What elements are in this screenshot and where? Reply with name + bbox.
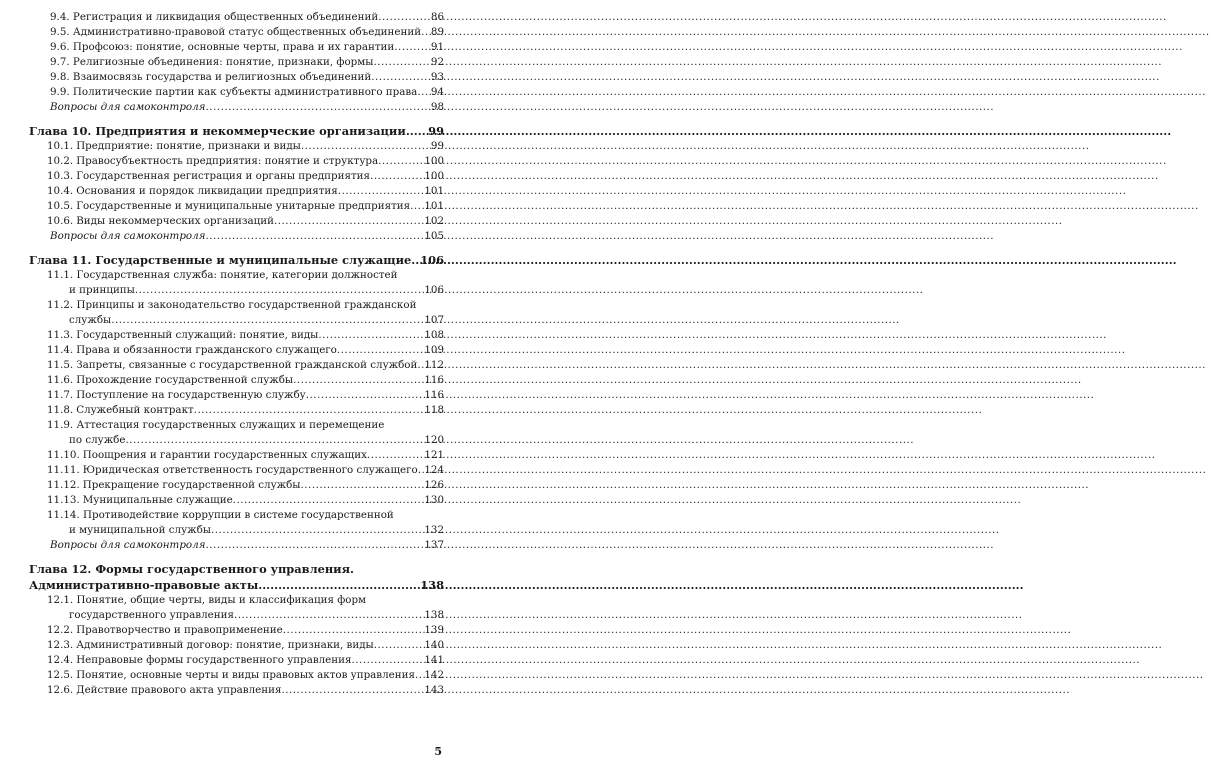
dot-leader (371, 70, 430, 85)
entry-page: 126 (424, 479, 444, 491)
toc-entry (29, 55, 444, 70)
dot-leader (374, 638, 425, 653)
entry-title: Виды некоммерческих организаций (76, 215, 274, 227)
toc-entry-first-line (29, 593, 444, 608)
dot-leader (206, 100, 431, 115)
toc-entry-first-line (29, 418, 444, 433)
entry-title: Служебный контракт (76, 404, 194, 416)
dot-leader (234, 608, 424, 623)
entry-page: 109 (424, 344, 444, 356)
entry-title: Государственная служба: понятие, категории должностей (73, 269, 398, 281)
entry-title: 9.6. Профсоюз: понятие, основные черты, права и их гарантии (50, 41, 395, 53)
toc-entry (29, 653, 444, 668)
dot-leader (378, 10, 430, 25)
entry-page: 92 (430, 56, 444, 68)
entry-page: 116 (424, 374, 444, 386)
entry-page: 118 (424, 404, 444, 416)
entry-page: 140 (424, 639, 444, 651)
entry-page: 94 (430, 86, 444, 98)
toc-entry-first-line (29, 268, 444, 283)
entry-title: Вопросы для самоконтроля (50, 101, 206, 113)
chapter-page: 106 (420, 253, 444, 267)
entry-title: и муниципальной службы (69, 524, 211, 536)
entry-title: Правотворчество и правоприменение (76, 624, 283, 636)
entry-title: государственного управления (69, 609, 234, 621)
dot-leader (211, 523, 424, 538)
entry-page: 138 (424, 609, 444, 621)
entry-number: 11.13. (47, 494, 80, 506)
toc-entry (29, 448, 444, 463)
page-number: 5 (434, 745, 442, 758)
entry-title: Государственный служащий: понятие, виды (76, 329, 319, 341)
dot-leader (415, 668, 424, 683)
dot-leader (301, 478, 425, 493)
entry-number: 11.7. (47, 389, 74, 401)
dot-leader (194, 403, 425, 418)
entry-title: Прохождение государственной службы (76, 374, 294, 386)
entry-title: Юридическая ответственность государственного служащего (82, 464, 418, 476)
entry-title: 9.9. Политические партии как субъекты административного права (50, 86, 418, 98)
entry-title: 9.4. Регистрация и ликвидация общественных объединений (50, 11, 379, 23)
dot-leader (367, 448, 424, 463)
entry-page: 91 (430, 41, 444, 53)
toc-entry (29, 25, 444, 40)
dot-leader (370, 169, 424, 184)
entry-number: 11.9. (47, 419, 74, 431)
entry-number: 12.4. (47, 654, 74, 666)
toc-entry (29, 388, 444, 403)
dot-leader (258, 577, 418, 593)
chapter-page: 99 (428, 124, 444, 138)
questions-entry (29, 229, 444, 244)
table-of-contents (29, 10, 444, 698)
entry-title: Государственные и муниципальные унитарные предприятия (76, 200, 411, 212)
toc-entry (29, 668, 444, 683)
toc-entry (29, 463, 444, 478)
entry-number: 11.10. (47, 449, 80, 461)
entry-number: 11.4. (47, 344, 74, 356)
entry-page: 105 (424, 230, 444, 242)
toc-entry-continuation (29, 283, 444, 298)
entry-title: Принципы и законодательство государственной гражданской (73, 299, 417, 311)
entry-title: Основания и порядок ликвидации предприятия (76, 185, 338, 197)
entry-title: Поощрения и гарантии государственных служащих (82, 449, 367, 461)
dot-leader (293, 373, 424, 388)
toc-entry-continuation (29, 433, 444, 448)
dot-leader (337, 343, 424, 358)
entry-title: Муниципальные служащие (82, 494, 233, 506)
toc-entry-first-line (29, 298, 444, 313)
dot-leader (394, 40, 430, 55)
entry-page: 98 (430, 101, 444, 113)
entry-page: 89 (430, 26, 444, 38)
entry-page: 99 (430, 140, 444, 152)
entry-page: 141 (424, 654, 444, 666)
chapter-title: Административно-правовые акты (29, 578, 259, 592)
chapter-heading-12: Глава 12. Формы государственного управления. (29, 562, 355, 576)
dot-leader (352, 653, 425, 668)
entry-page: 142 (424, 669, 444, 681)
toc-entry (29, 493, 444, 508)
entry-title: Действие правового акта управления (76, 684, 282, 696)
toc-entry (29, 683, 444, 698)
toc-entry (29, 403, 444, 418)
dot-leader (373, 55, 430, 70)
entry-number: 11.5. (47, 359, 74, 371)
entry-number: 10.6. (47, 215, 74, 227)
dot-leader (206, 538, 425, 553)
dot-leader (111, 313, 424, 328)
entry-page: 108 (424, 329, 444, 341)
toc-entry (29, 478, 444, 493)
entry-title: Административный договор: понятие, признаки, виды (76, 639, 374, 651)
dot-leader (338, 184, 425, 199)
dot-leader (274, 214, 424, 229)
chapter-heading-10 (29, 123, 444, 139)
entry-title: Вопросы для самоконтроля (50, 230, 206, 242)
entry-number: 12.1. (47, 594, 74, 606)
entry-number: 10.3. (47, 170, 74, 182)
entry-page: 112 (424, 359, 444, 371)
entry-number: 11.11. (47, 464, 80, 476)
dot-leader (301, 139, 430, 154)
dot-leader (417, 85, 430, 100)
entry-title: Вопросы для самоконтроля (50, 539, 206, 551)
entry-title: Поступление на государственную службу (76, 389, 306, 401)
entry-page: 120 (424, 434, 444, 446)
toc-entry-continuation (29, 523, 444, 538)
dot-leader (411, 252, 418, 268)
entry-title: Прекращение государственной службы (82, 479, 301, 491)
dot-leader (417, 358, 424, 373)
dot-leader (233, 493, 425, 508)
entry-number: 10.2. (47, 155, 74, 167)
entry-title: Понятие, основные черты и виды правовых актов управления (76, 669, 415, 681)
entry-page: 101 (424, 185, 444, 197)
entry-title: Государственная регистрация и органы предприятия (76, 170, 371, 182)
entry-number: 11.3. (47, 329, 74, 341)
dot-leader (318, 328, 424, 343)
toc-entry (29, 373, 444, 388)
entry-page: 86 (430, 11, 444, 23)
dot-leader (206, 229, 425, 244)
entry-title: Неправовые формы государственного управления (76, 654, 352, 666)
toc-entry (29, 10, 444, 25)
dot-leader (306, 388, 425, 403)
questions-entry (29, 100, 444, 115)
entry-page: 93 (430, 71, 444, 83)
entry-number: 12.3. (47, 639, 74, 651)
entry-number: 11.2. (47, 299, 74, 311)
entry-page: 101 (424, 200, 444, 212)
entry-title: 9.5. Административно-правовой статус общественных объединений (50, 26, 422, 38)
chapter-title: Глава 11. Государственные и муниципальные служащие (29, 253, 412, 267)
entry-number: 10.5. (47, 200, 74, 212)
toc-entry-first-line (29, 508, 444, 523)
entry-page: 106 (424, 284, 444, 296)
toc-entry-continuation (29, 313, 444, 328)
entry-page: 102 (424, 215, 444, 227)
dot-leader (418, 463, 425, 478)
entry-title: Понятие, общие черты, виды и классификация форм (73, 594, 367, 606)
entry-number: 11.12. (47, 479, 80, 491)
entry-title: Предприятие: понятие, признаки и виды (76, 140, 301, 152)
entry-page: 130 (424, 494, 444, 506)
dot-leader (135, 283, 424, 298)
entry-page: 132 (424, 524, 444, 536)
entry-title: 9.8. Взаимосвязь государства и религиозных объединений (50, 71, 372, 83)
document-page (0, 0, 460, 772)
chapter-gap (29, 115, 444, 123)
toc-entry (29, 40, 444, 55)
entry-title: 9.7. Религиозные объединения: понятие, признаки, формы (50, 56, 374, 68)
toc-entry (29, 638, 444, 653)
entry-title: Аттестация государственных служащих и перемещение (73, 419, 385, 431)
dot-leader (410, 199, 424, 214)
chapter-gap (29, 244, 444, 252)
toc-entry (29, 199, 444, 214)
entry-number: 11.8. (47, 404, 74, 416)
entry-title: по службе (69, 434, 126, 446)
toc-entry-continuation (29, 608, 444, 623)
toc-entry (29, 328, 444, 343)
entry-page: 107 (424, 314, 444, 326)
toc-entry (29, 70, 444, 85)
chapter-gap (29, 553, 444, 561)
entry-number: 12.5. (47, 669, 74, 681)
entry-number: 11.14. (47, 509, 80, 521)
dot-leader (281, 683, 424, 698)
entry-number: 11.1. (47, 269, 74, 281)
toc-entry (29, 214, 444, 229)
entry-title: Противодействие коррупции в системе государственной (79, 509, 394, 521)
entry-page: 137 (424, 539, 444, 551)
entry-page: 143 (424, 684, 444, 696)
toc-entry (29, 358, 444, 373)
entry-number: 12.6. (47, 684, 74, 696)
entry-title: Правосубъектность предприятия: понятие и структура (76, 155, 379, 167)
dot-leader (125, 433, 424, 448)
dot-leader (283, 623, 425, 638)
toc-entry (29, 623, 444, 638)
entry-number: 10.4. (47, 185, 74, 197)
entry-number: 11.6. (47, 374, 74, 386)
entry-page: 121 (424, 449, 444, 461)
entry-page: 100 (424, 155, 444, 167)
entry-page: 124 (424, 464, 444, 476)
toc-entry (29, 154, 444, 169)
dot-leader (421, 25, 430, 40)
entry-title: службы (69, 314, 112, 326)
toc-entry (29, 169, 444, 184)
chapter-page: 138 (420, 578, 444, 592)
entry-page: 116 (424, 389, 444, 401)
toc-entry (29, 184, 444, 199)
dot-leader (406, 123, 426, 139)
entry-page: 100 (424, 170, 444, 182)
entry-number: 12.2. (47, 624, 74, 636)
chapter-title: Глава 10. Предприятия и некоммерческие организации (29, 124, 406, 138)
entry-number: 10.1. (47, 140, 74, 152)
entry-title: и принципы (69, 284, 135, 296)
entry-title: Запреты, связанные с государственной гражданской службой (76, 359, 418, 371)
toc-entry (29, 343, 444, 358)
toc-entry (29, 85, 444, 100)
chapter-heading-12-cont (29, 577, 444, 593)
questions-entry (29, 538, 444, 553)
toc-entry (29, 139, 444, 154)
entry-page: 139 (424, 624, 444, 636)
entry-title: Права и обязанности гражданского служащего (76, 344, 337, 356)
chapter-heading-11 (29, 252, 444, 268)
dot-leader (378, 154, 424, 169)
